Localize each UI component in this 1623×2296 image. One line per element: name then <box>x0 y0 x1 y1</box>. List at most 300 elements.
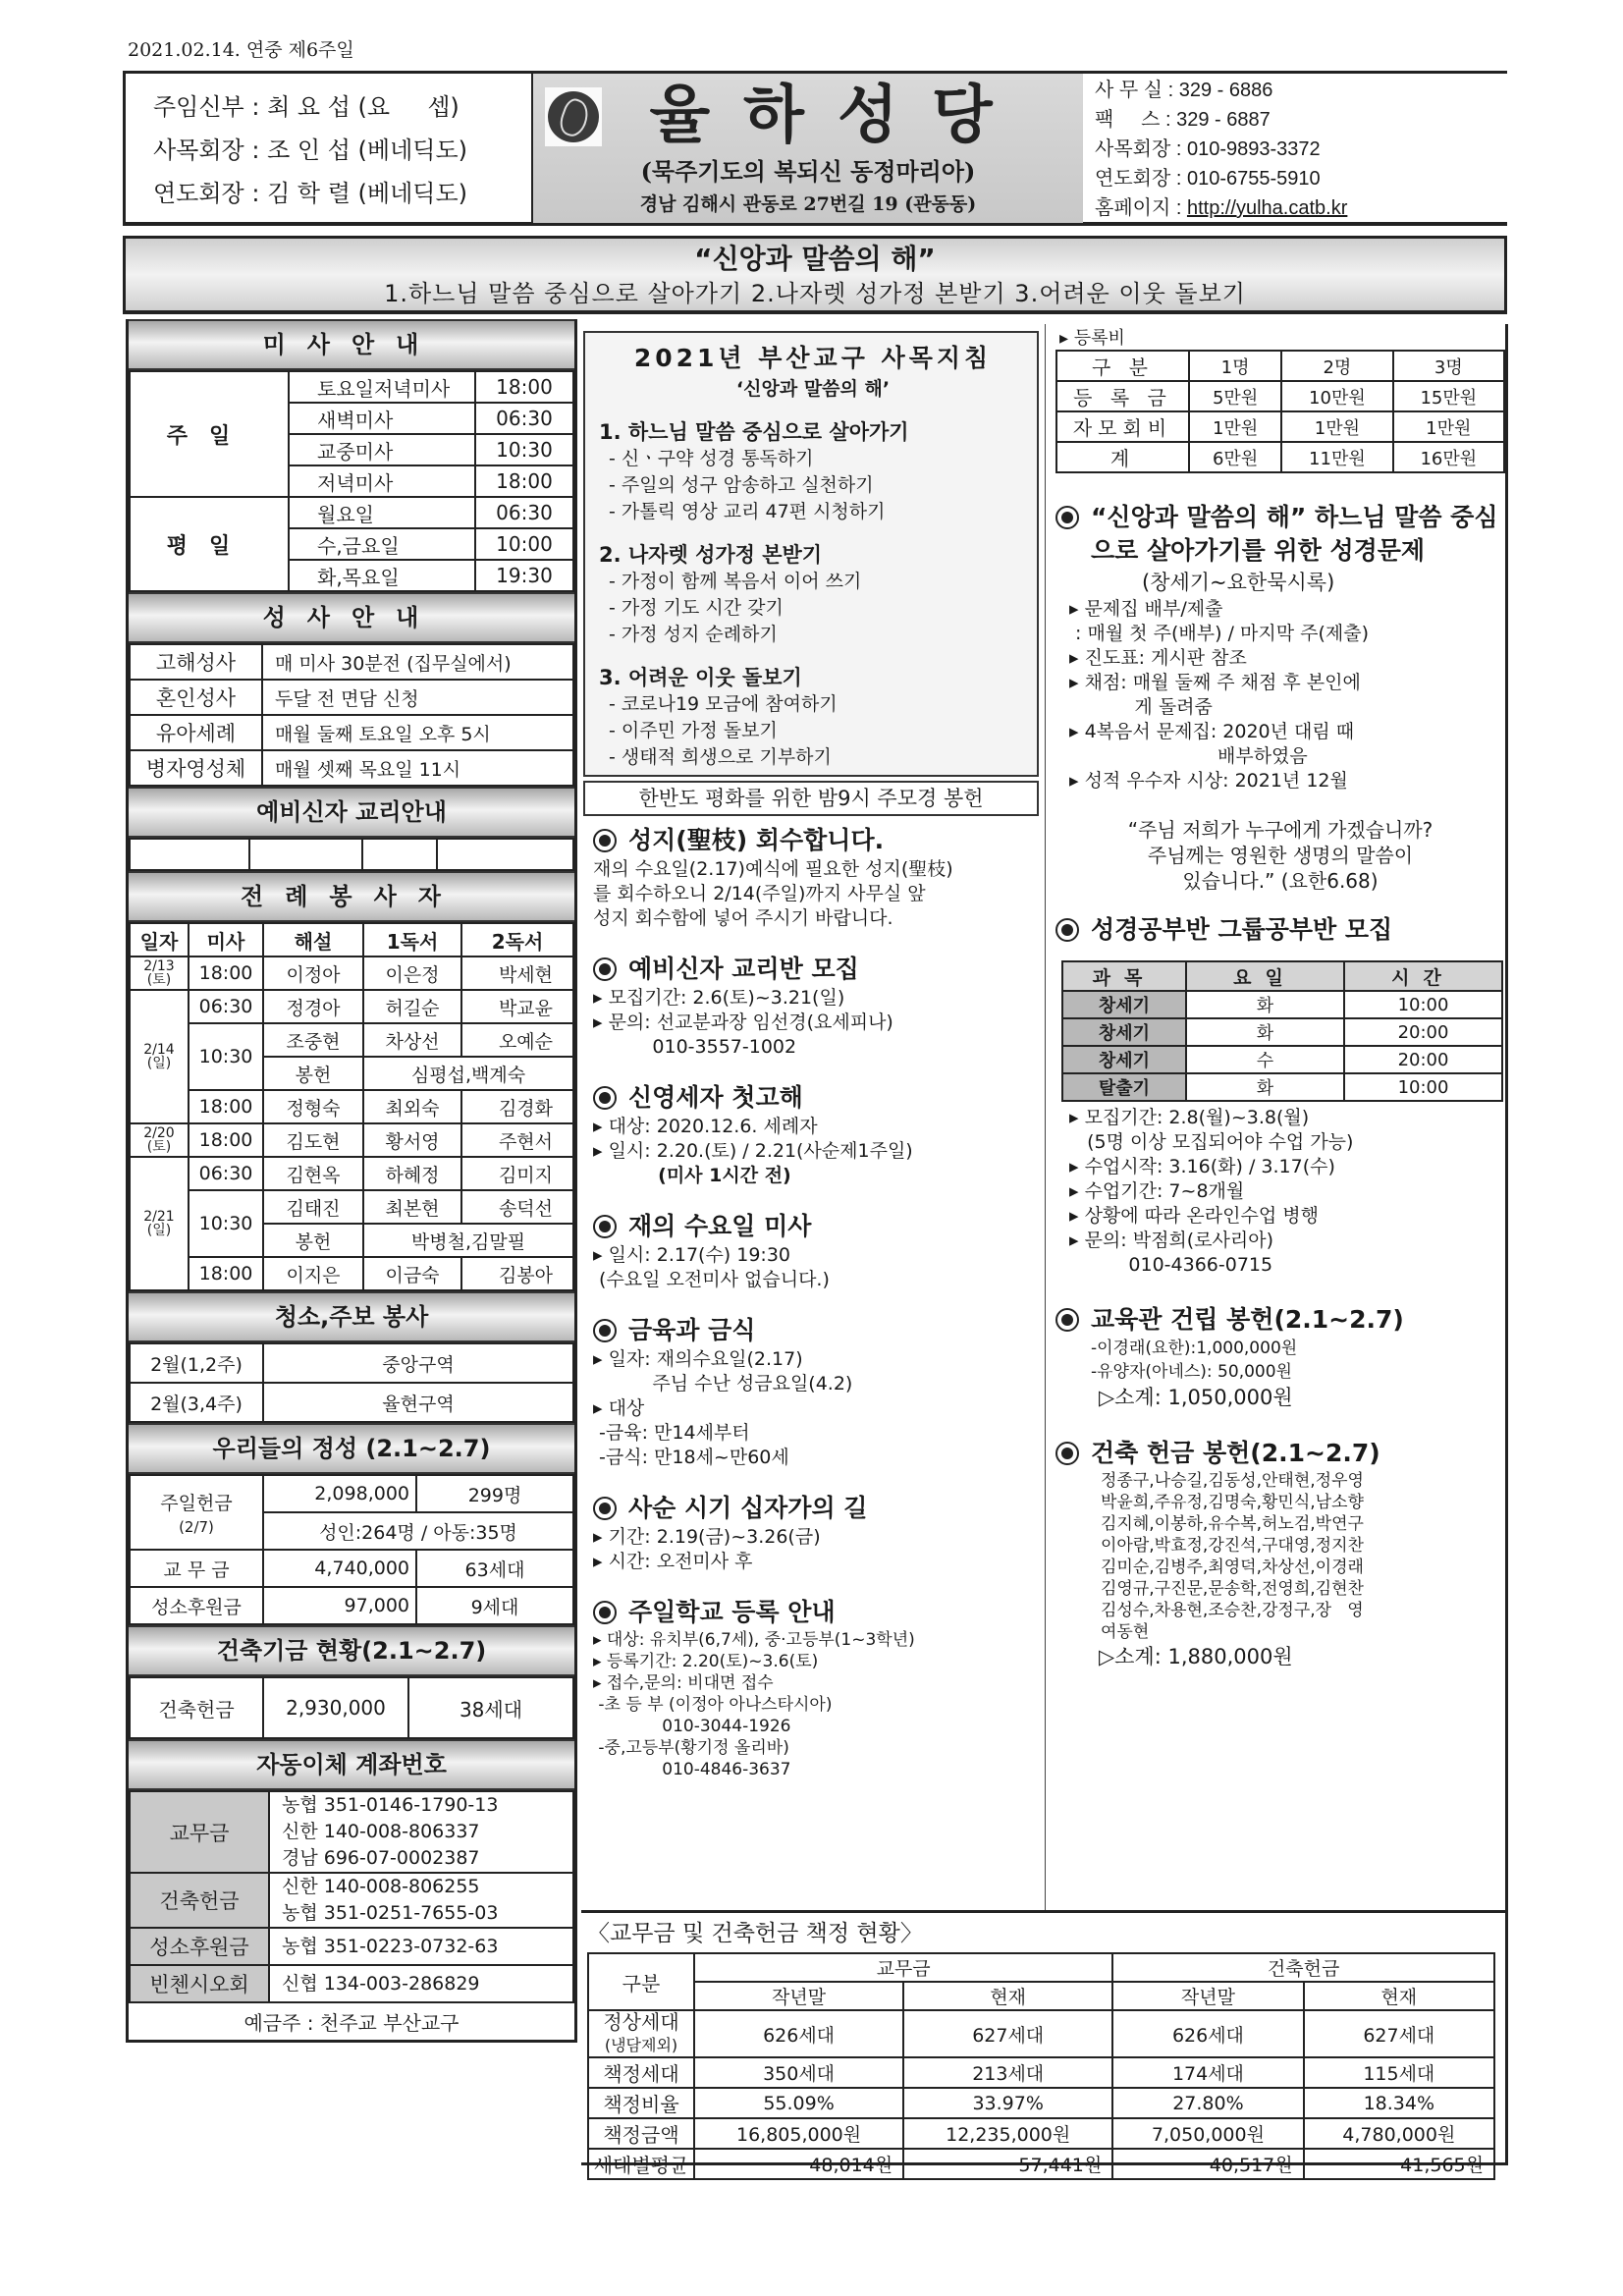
table-row <box>130 1023 573 1057</box>
pastoral-subtitle: ‘신앙과 말씀의 해’ <box>735 378 891 400</box>
notice-palm-collection <box>579 824 1041 931</box>
building-fund-table <box>129 1676 574 1739</box>
radio-bullet-icon <box>1055 1308 1079 1332</box>
mass-name: 저녁미사 <box>289 465 475 497</box>
col-header: 요일 <box>1186 961 1344 991</box>
quota-cell: 626세대 <box>1112 2010 1303 2057</box>
col-header: 현재 <box>903 1982 1112 2010</box>
reader-2: 주현서 <box>461 1123 573 1157</box>
quota-title: 〈교무금 및 건축헌금 책정 현황〉 <box>587 1921 923 1946</box>
notice-line: ▸ 기간: 2.19(금)~3.26(금) <box>593 1526 821 1548</box>
weekday: 화 <box>1186 991 1344 1018</box>
guideline-item: - 생태적 희생으로 기부하기 <box>609 746 832 768</box>
mass-time: 18:00 <box>189 957 263 990</box>
quota-cell: 18.34% <box>1304 2088 1494 2118</box>
fee-cell: 11만원 <box>1281 442 1392 472</box>
date-cell: 2/13 (토) <box>130 957 189 990</box>
fee-cell: 5만원 <box>1189 381 1281 411</box>
reader-1: 이은정 <box>363 957 461 990</box>
notice-stations-of-cross <box>579 1492 1041 1574</box>
col-header: 3명 <box>1393 351 1504 381</box>
radio-bullet-icon <box>593 1215 617 1238</box>
notice-title: 성지(聖枝) 회수합니다. <box>628 826 885 854</box>
reader-2: 김미지 <box>461 1157 573 1190</box>
cleaning-table <box>129 1342 574 1423</box>
guideline-item: - 코로나19 모금에 참여하기 <box>609 693 838 715</box>
section-title-sacraments: 성사안내 <box>129 592 574 643</box>
fund-amount: 2,930,000 <box>263 1677 408 1738</box>
notice-line: -금식: 만18세~만60세 <box>593 1447 789 1468</box>
empty-cell <box>249 839 362 870</box>
col-header: 일자 <box>130 923 189 957</box>
class-time: 20:00 <box>1344 1018 1502 1046</box>
course: 창세기 <box>1062 1046 1186 1073</box>
reader-2: 오예순 <box>461 1023 573 1057</box>
donor-line: 이아람,박효정,강진석,구대영,정지찬 <box>1101 1536 1364 1556</box>
section-title-offerings: 우리들의 정성 (2.1~2.7) <box>129 1423 574 1474</box>
col-group-header: 건축헌금 <box>1112 1953 1494 1982</box>
quota-cell: 213세대 <box>903 2057 1112 2088</box>
date-cell: 2/20 (토) <box>130 1123 189 1157</box>
account-numbers: 신협 134-003-286829 <box>269 1965 573 2002</box>
quota-cell: 16,805,000원 <box>694 2118 903 2149</box>
offering-amount: 97,000 <box>263 1587 416 1624</box>
accounts-table <box>129 1790 574 2003</box>
row-label: 책정금액 <box>588 2118 694 2149</box>
col-header: 2명 <box>1281 351 1392 381</box>
radio-bullet-icon <box>593 1086 617 1110</box>
sacrament-name: 혼인성사 <box>130 680 262 715</box>
mass-name: 새벽미사 <box>289 403 475 434</box>
guideline-item: - 가정 성지 순례하기 <box>609 624 778 645</box>
mass-time: 18:00 <box>189 1257 263 1290</box>
quota-cell: 48,014원 <box>694 2149 903 2179</box>
notice-education-hall <box>1055 1303 1505 1411</box>
notice-title: 건축 헌금 봉헌(2.1~2.7) <box>1091 1439 1380 1467</box>
commentator: 정형숙 <box>263 1090 363 1123</box>
pastoral-guidelines-box <box>583 331 1039 777</box>
row-label: 세대별평균 <box>588 2149 694 2179</box>
church-masthead <box>533 74 1083 223</box>
guideline-item: - 신ㆍ구약 성경 통독하기 <box>609 448 814 469</box>
quote-line: “주님 저희가 누구에게 가겠습니까? <box>1127 818 1434 842</box>
church-patron: (묵주기도의 복되신 동정마리아) <box>640 157 976 186</box>
notice-title: “신앙과 말씀의 해” 하느님 말씀 중심으로 살아가기를 위한 성경문제 <box>1091 503 1498 565</box>
offering-count: 299명 <box>416 1475 573 1512</box>
donor-line: 김성수,차용현,조승찬,강정구,장 영 <box>1101 1601 1364 1620</box>
class-time: 10:00 <box>1344 1073 1502 1101</box>
table-row <box>130 1190 573 1224</box>
account-numbers: 농협 351-0223-0732-63 <box>269 1928 573 1965</box>
offertory-names: 심평섭,백계숙 <box>363 1057 573 1090</box>
reader-1: 이금숙 <box>363 1257 461 1290</box>
notice-line: ▸ 문제집 배부/제출 <box>1069 598 1223 620</box>
table-row <box>588 2010 1494 2057</box>
notice-line: -초 등 부 (이정아 아나스타시아) <box>593 1695 833 1715</box>
fund-count: 38세대 <box>408 1677 573 1738</box>
mass-time: 18:00 <box>475 371 573 403</box>
notice-line: ▸ 일자: 재의수요일(2.17) <box>593 1348 803 1370</box>
contact-office: 사 무 실 : 329 - 6886 <box>1095 80 1273 101</box>
course: 탈출기 <box>1062 1073 1186 1101</box>
date-cell: 2/21 (일) <box>130 1157 189 1290</box>
mass-time: 06:30 <box>189 990 263 1023</box>
radio-bullet-icon <box>593 1601 617 1624</box>
account-numbers: 신한 140-008-806255 농협 351-0251-7655-03 <box>269 1873 573 1928</box>
bible-study-table <box>1061 960 1503 1102</box>
notice-line: ▸ 대상: 유치부(6,7세), 중·고등부(1~3학년) <box>593 1630 915 1650</box>
account-numbers: 농협 351-0146-1790-13 신한 140-008-806337 경남 696-07-0002387 <box>269 1791 573 1873</box>
notice-line: 010-4846-3637 <box>593 1760 791 1779</box>
offertory-label: 봉헌 <box>263 1057 363 1090</box>
radio-bullet-icon <box>593 829 617 852</box>
donor-line: 김미순,김병주,최영덕,차상선,이경래 <box>1101 1558 1364 1577</box>
contact-yeondo-president: 연도회장 : 010-6755-5910 <box>1095 168 1321 190</box>
offering-label: 주일헌금 (2/7) <box>130 1475 263 1550</box>
quota-cell: 40,517원 <box>1112 2149 1303 2179</box>
mass-schedule-table <box>129 370 574 592</box>
reader-2: 박교윤 <box>461 990 573 1023</box>
offering-amount: 2,098,000 <box>263 1475 416 1512</box>
reader-1: 허길순 <box>363 990 461 1023</box>
notice-subtitle: (창세기~요한묵시록) <box>1142 571 1335 594</box>
reader-2: 김봉아 <box>461 1257 573 1290</box>
notice-line: ▸ 상황에 따라 온라인수업 병행 <box>1069 1205 1319 1227</box>
reader-2: 김경화 <box>461 1090 573 1123</box>
donor-line: 김영규,구진문,문송학,전영희,김현찬 <box>1101 1579 1364 1599</box>
table-row <box>588 2149 1494 2179</box>
catechumen-blank-table <box>129 838 574 871</box>
right-column <box>1045 324 1508 1910</box>
left-column <box>126 319 577 2043</box>
table-header-row <box>130 923 573 957</box>
sacrament-info: 두달 전 면담 신청 <box>262 680 573 715</box>
notice-line: -금육: 만14세부터 <box>593 1422 750 1444</box>
notice-title: 교육관 건립 봉헌(2.1~2.7) <box>1091 1305 1404 1334</box>
church-name: 율하성당 <box>649 80 1026 152</box>
row-label: 책정비율 <box>588 2088 694 2118</box>
quota-cell: 57,441원 <box>903 2149 1112 2179</box>
guideline-item: - 가톨릭 영상 교리 47편 시청하기 <box>609 501 886 522</box>
account-label: 교무금 <box>130 1791 269 1873</box>
reader-1: 최외숙 <box>363 1090 461 1123</box>
notice-line: ▸ 시간: 오전미사 후 <box>593 1551 753 1572</box>
pastoral-title: 2021년 부산교구 사목지침 <box>633 344 993 372</box>
staff-pastor: 주임신부 : 최 요 섭 (요 셉) <box>153 93 460 121</box>
notice-building-offering <box>1055 1437 1505 1670</box>
quota-cell: 627세대 <box>903 2010 1112 2057</box>
scripture-quote <box>1055 817 1505 894</box>
donor-line: -유양자(아네스): 50,000원 <box>1091 1362 1292 1382</box>
donor-line: 여동현 <box>1101 1622 1150 1642</box>
mass-time: 18:00 <box>189 1123 263 1157</box>
col-header: 작년말 <box>1112 1982 1303 2010</box>
notice-title: 성경공부반 그룹공부반 모집 <box>1091 915 1393 944</box>
mass-time: 10:30 <box>189 1190 263 1257</box>
quota-cell: 12,235,000원 <box>903 2118 1112 2149</box>
section-title-accounts: 자동이체 계좌번호 <box>129 1739 574 1790</box>
fee-cell: 10만원 <box>1281 381 1392 411</box>
fee-cell: 15만원 <box>1393 381 1504 411</box>
guideline-item: - 주일의 성구 암송하고 실천하기 <box>609 474 874 496</box>
period: 2월(3,4주) <box>130 1383 263 1422</box>
fee-cell: 1만원 <box>1393 411 1504 442</box>
mass-time: 18:00 <box>189 1090 263 1123</box>
quota-cell: 115세대 <box>1304 2057 1494 2088</box>
guideline-heading: 3. 어려운 이웃 돌보기 <box>599 666 802 689</box>
empty-cell <box>130 839 249 870</box>
notice-ash-wednesday <box>579 1210 1041 1292</box>
staff-council-president: 사목회장 : 조 인 섭 (베네딕도) <box>153 137 467 164</box>
mass-time: 10:00 <box>475 528 573 560</box>
radio-bullet-icon <box>593 1319 617 1342</box>
fee-cell: 6만원 <box>1189 442 1281 472</box>
offering-amount: 4,740,000 <box>263 1550 416 1587</box>
weekday: 화 <box>1186 1073 1344 1101</box>
table-row <box>130 1090 573 1123</box>
notice-line: ▸ 진도표: 게시판 참조 <box>1069 647 1247 669</box>
commentator: 김도현 <box>263 1123 363 1157</box>
col-header: 구분 <box>588 1953 694 2010</box>
staff-yeondo-president: 연도회장 : 김 학 렬 (베네딕도) <box>153 180 467 207</box>
reader-1: 하혜정 <box>363 1157 461 1190</box>
donor-line: 박윤희,주유정,김명숙,황민식,남소향 <box>1101 1493 1364 1512</box>
notice-title: 예비신자 교리반 모집 <box>628 955 859 983</box>
notice-line: ▸ 대상 <box>593 1397 645 1419</box>
commentator: 정경아 <box>263 990 363 1023</box>
sacrament-info: 매월 둘째 토요일 오후 5시 <box>262 715 573 750</box>
date-cell: 2/14 (일) <box>130 990 189 1123</box>
notice-title: 금육과 금식 <box>628 1316 756 1344</box>
mass-group-label: 주일 <box>130 371 289 497</box>
mass-name: 화,목요일 <box>289 560 475 591</box>
table-row <box>130 1123 573 1157</box>
quota-cell: 27.80% <box>1112 2088 1303 2118</box>
notice-line: ▸ 문의: 박점희(로사리아) <box>1069 1230 1274 1251</box>
commentator: 조중현 <box>263 1023 363 1057</box>
account-label: 건축헌금 <box>130 1873 269 1928</box>
homepage-link[interactable]: http://yulha.catb.kr <box>1186 197 1348 219</box>
radio-bullet-icon <box>1055 506 1079 529</box>
col-header: 미사 <box>189 923 263 957</box>
radio-bullet-icon <box>593 1497 617 1520</box>
notice-sunday-school <box>579 1596 1041 1780</box>
notice-first-confession <box>579 1081 1041 1188</box>
account-label: 빈첸시오회 <box>130 1965 269 2002</box>
notice-line: ▸ 채점: 매월 둘째 주 채점 후 본인에 <box>1069 672 1361 693</box>
issue-date: 2021.02.14. 연중 제6주일 <box>128 39 354 61</box>
quota-cell: 33.97% <box>903 2088 1112 2118</box>
mass-time: 10:30 <box>189 1023 263 1090</box>
reader-1: 차상선 <box>363 1023 461 1057</box>
district: 중앙구역 <box>263 1343 573 1383</box>
quota-cell: 350세대 <box>694 2057 903 2088</box>
account-label: 성소후원금 <box>130 1928 269 1965</box>
col-header: 과목 <box>1062 961 1186 991</box>
mass-name: 교중미사 <box>289 434 475 465</box>
notice-bible-study <box>1055 913 1505 1278</box>
fee-cell: 1만원 <box>1189 411 1281 442</box>
sacrament-name: 유아세례 <box>130 715 262 750</box>
radio-bullet-icon <box>593 957 617 981</box>
contact-fax: 팩 스 : 329 - 6887 <box>1095 109 1271 131</box>
notice-line: (수요일 오전미사 없습니다.) <box>593 1269 830 1290</box>
section-title-liturgy: 전례봉사자 <box>129 871 574 922</box>
notice-line: ▸ 일시: 2.20.(토) / 2.21(사순제1주일) <box>593 1140 913 1162</box>
offering-count: 9세대 <box>416 1587 573 1624</box>
col-header: 시간 <box>1344 961 1502 991</box>
course: 창세기 <box>1062 991 1186 1018</box>
contact-homepage: 홈페이지 : http://yulha.catb.kr <box>1095 197 1348 219</box>
notice-line: ▸ 성적 우수자 시상: 2021년 12월 <box>1069 770 1348 792</box>
mass-time: 10:30 <box>475 434 573 465</box>
theme-subtitle: 1.하느님 말씀 중심으로 살아가기 2.나자렛 성가정 본받기 3.어려운 이웃 돌보기 <box>384 280 1246 307</box>
notice-line: 를 회수하오니 2/14(주일)까지 사무실 앞 <box>593 883 926 904</box>
weekday: 화 <box>1186 1018 1344 1046</box>
offertory-label: 봉헌 <box>263 1224 363 1257</box>
notice-line: ▸ 모집기간: 2.8(월)~3.8(월) <box>1069 1107 1310 1128</box>
row-label: 계 <box>1056 442 1189 472</box>
guideline-heading: 2. 나자렛 성가정 본받기 <box>599 543 823 567</box>
attendance-detail: 성인:264명 / 아동:35명 <box>263 1512 573 1550</box>
section-title-building-fund: 건축기금 현황(2.1~2.7) <box>129 1625 574 1676</box>
notice-line: : 매월 첫 주(배부) / 마지막 주(제출) <box>1069 623 1369 644</box>
guideline-item: - 이주민 가정 돌보기 <box>609 720 778 741</box>
notice-title: 재의 수요일 미사 <box>628 1212 812 1240</box>
fee-cell: 1만원 <box>1281 411 1392 442</box>
fund-label: 건축헌금 <box>130 1677 263 1738</box>
peace-prayer-box: 한반도 평화를 위한 밤9시 주모경 봉헌 <box>583 781 1039 816</box>
notice-line: ▸ 모집기간: 2.6(토)~3.21(일) <box>593 987 845 1009</box>
radio-bullet-icon <box>1055 918 1079 942</box>
subtotal: ▷소계: 1,050,000원 <box>1099 1386 1293 1409</box>
table-row <box>588 2118 1494 2149</box>
donor-line: 정종구,나승길,김동성,안태현,정우영 <box>1101 1471 1364 1491</box>
table-row <box>588 2088 1494 2118</box>
notice-line: -중,고등부(황기정 올리바) <box>593 1738 789 1758</box>
section-title-cleaning: 청소,주보 봉사 <box>129 1291 574 1342</box>
mass-group-label: 평일 <box>130 497 289 591</box>
notice-line: ▸ 수업시작: 3.16(화) / 3.17(수) <box>1069 1156 1335 1177</box>
mass-time: 06:30 <box>475 403 573 434</box>
quota-cell: 55.09% <box>694 2088 903 2118</box>
offertory-names: 박병철,김말필 <box>363 1224 573 1257</box>
class-time: 10:00 <box>1344 991 1502 1018</box>
col-group-header: 교무금 <box>694 1953 1112 1982</box>
table-row <box>588 2057 1494 2088</box>
notice-fasting <box>579 1314 1041 1470</box>
weekday: 수 <box>1186 1046 1344 1073</box>
mass-time: 06:30 <box>189 1157 263 1190</box>
sacrament-name: 고해성사 <box>130 644 262 680</box>
notice-catechumen-class <box>579 953 1041 1060</box>
quote-line: 있습니다.” (요한6.68) <box>1182 869 1379 893</box>
contact-council-president: 사목회장 : 010-9893-3372 <box>1095 138 1321 160</box>
mass-time: 06:30 <box>475 497 573 528</box>
notice-title: 신영세자 첫고해 <box>628 1083 803 1112</box>
col-header: 구 분 <box>1056 351 1189 381</box>
notice-line: 010-4366-0715 <box>1069 1254 1273 1276</box>
period: 2월(1,2주) <box>130 1343 263 1383</box>
section-title-mass: 미사안내 <box>129 319 574 370</box>
notice-line: ▸ 일시: 2.17(수) 19:30 <box>593 1244 791 1266</box>
quota-status-section <box>581 1910 1508 2177</box>
notice-line: ▸ 대상: 2020.12.6. 세례자 <box>593 1116 818 1137</box>
guideline-item: - 가정 기도 시간 갖기 <box>609 597 784 619</box>
quota-cell: 174세대 <box>1112 2057 1303 2088</box>
mass-time: 19:30 <box>475 560 573 591</box>
col-header: 작년말 <box>694 1982 903 2010</box>
guideline-heading: 1. 하느님 말씀 중심으로 살아가기 <box>599 420 909 444</box>
account-owner: 예금주 : 천주교 부산교구 <box>129 2003 574 2043</box>
mass-name: 수,금요일 <box>289 528 475 560</box>
church-address: 경남 김해시 관동로 27번길 19 (관동동) <box>639 193 977 215</box>
notice-line: ▸ 수업기간: 7~8개월 <box>1069 1180 1245 1202</box>
quota-cell: 626세대 <box>694 2010 903 2057</box>
table-row <box>130 1257 573 1290</box>
course: 창세기 <box>1062 1018 1186 1046</box>
sacrament-name: 병자영성체 <box>130 750 262 786</box>
quota-cell: 4,780,000원 <box>1304 2118 1494 2149</box>
offering-count: 63세대 <box>416 1550 573 1587</box>
donor-line: -이경래(요한):1,000,000원 <box>1091 1339 1298 1358</box>
reader-2: 송덕선 <box>461 1190 573 1224</box>
quota-cell: 627세대 <box>1304 2010 1494 2057</box>
middle-column <box>579 319 1041 1780</box>
commentator: 이지은 <box>263 1257 363 1290</box>
notice-line: 배부하였음 <box>1069 745 1308 767</box>
quota-cell: 7,050,000원 <box>1112 2118 1303 2149</box>
contact-list <box>1095 74 1507 223</box>
notice-line: 010-3557-1002 <box>593 1036 797 1058</box>
row-label: 등 록 금 <box>1056 381 1189 411</box>
sacrament-info: 매월 셋째 목요일 11시 <box>262 750 573 786</box>
theme-title: “신앙과 말씀의 해” <box>694 243 936 275</box>
notice-line: ▸ 4복음서 문제집: 2020년 대림 때 <box>1069 721 1355 742</box>
section-title-catechumen: 예비신자 교리안내 <box>129 787 574 838</box>
commentator: 이정아 <box>263 957 363 990</box>
notice-line: ▸ 등록기간: 2.20(토)~3.6(토) <box>593 1652 819 1671</box>
class-time: 20:00 <box>1344 1046 1502 1073</box>
col-header: 1명 <box>1189 351 1281 381</box>
sacraments-table <box>129 643 574 787</box>
table-row <box>130 957 573 990</box>
notice-title: 사순 시기 십자가의 길 <box>628 1494 868 1522</box>
notice-line: (5명 이상 모집되어야 수업 가능) <box>1069 1131 1354 1153</box>
radio-bullet-icon <box>1055 1442 1079 1465</box>
col-header: 현재 <box>1304 1982 1494 2010</box>
sacrament-info: 매 미사 30분전 (집무실에서) <box>262 644 573 680</box>
mass-name: 토요일저녁미사 <box>289 371 475 403</box>
notice-line: 게 돌려줌 <box>1069 696 1213 718</box>
notice-line: ▸ 접수,문의: 비대면 접수 <box>593 1673 774 1693</box>
table-row <box>130 990 573 1023</box>
notice-line: (미사 1시간 전) <box>593 1165 791 1186</box>
empty-cell <box>437 839 573 870</box>
reader-2: 박세현 <box>461 957 573 990</box>
notice-bible-quiz <box>1055 501 1505 793</box>
row-label: 책정세대 <box>588 2057 694 2088</box>
notice-line: 재의 수요일(2.17)예식에 필요한 성지(聖枝) <box>593 858 953 880</box>
commentator: 김태진 <box>263 1190 363 1224</box>
quote-line: 주님께는 영원한 생명의 말씀이 <box>1147 844 1414 867</box>
empty-cell <box>362 839 437 870</box>
col-header: 2독서 <box>461 923 573 957</box>
church-logo-icon <box>545 87 602 146</box>
bulletin-header <box>123 71 1507 226</box>
donor-line: 김지혜,이봉하,유수복,허노검,박연구 <box>1101 1514 1364 1534</box>
mass-time: 18:00 <box>475 465 573 497</box>
